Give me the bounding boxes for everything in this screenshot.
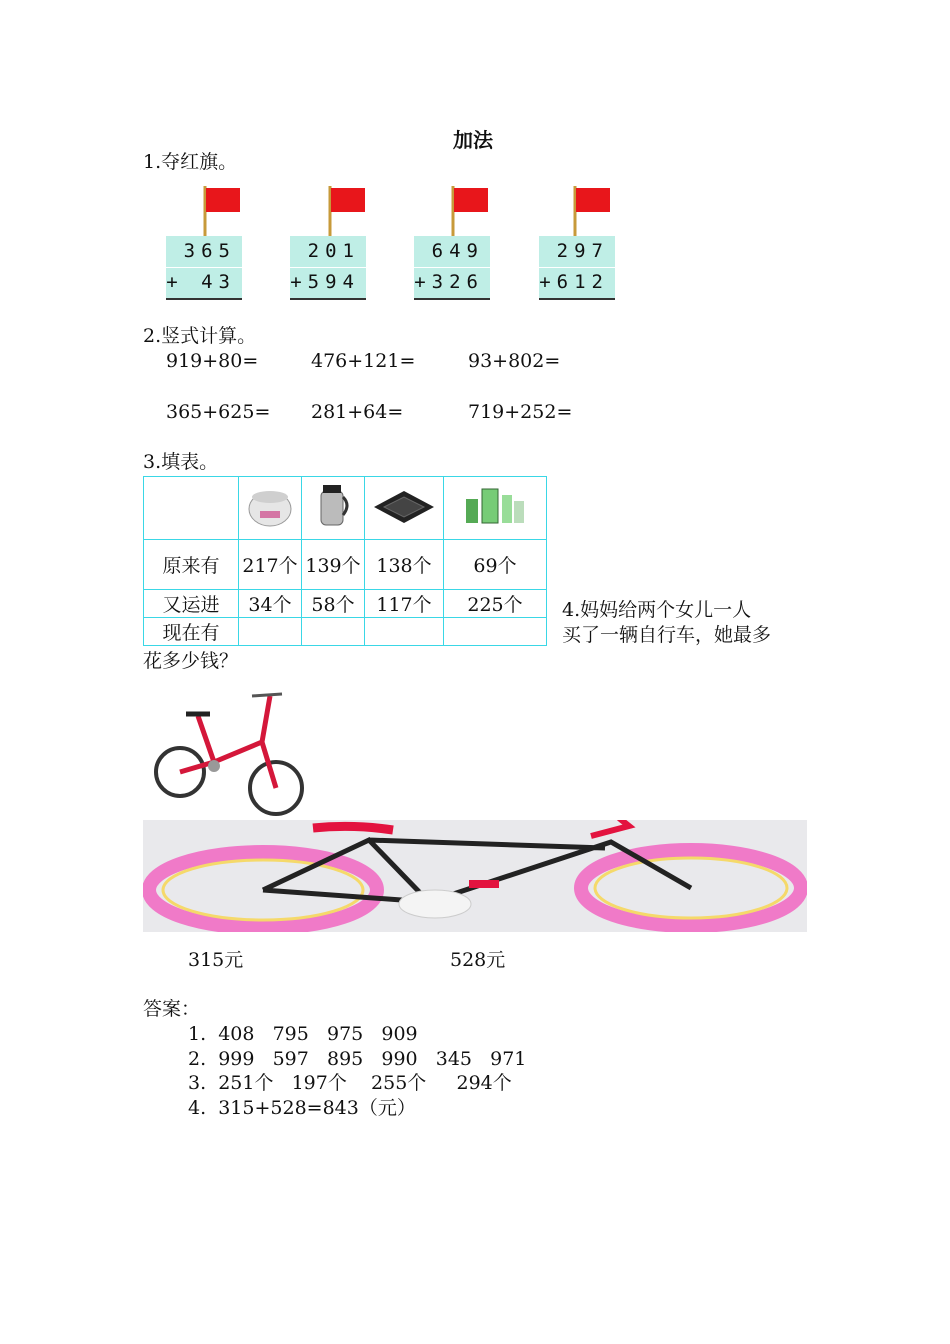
rice-cooker-icon [245, 483, 295, 529]
addition-card [539, 236, 615, 300]
corner-cell [144, 477, 239, 540]
equation: 281+64= [311, 401, 404, 423]
page-title: 加法 [453, 128, 493, 152]
price-label: 315元 [188, 949, 244, 971]
card-bottom: + 43 [166, 271, 236, 293]
equation: 476+121= [311, 350, 416, 372]
card-bottom: +612 [539, 271, 609, 293]
card-top: 201 [307, 240, 360, 262]
cell-value: 225个 [444, 590, 547, 618]
answer-line: 3. 251个 197个 255个 294个 [188, 1072, 512, 1094]
answer-line: 1. 408 795 975 909 [188, 1023, 418, 1045]
addition-card [414, 236, 490, 300]
addition-card [290, 236, 366, 300]
row-label: 又运进 [144, 590, 239, 618]
waffle-maker-icon [368, 483, 440, 529]
answer-line: 2. 999 597 895 990 345 971 [188, 1048, 527, 1070]
q2-heading: 2.竖式计算。 [143, 325, 257, 347]
row-label: 现在有 [144, 618, 239, 646]
cell-value: 34个 [239, 590, 302, 618]
cell-value: 138个 [365, 540, 444, 590]
answers-heading: 答案： [143, 998, 201, 1020]
rice-cooker-cell [239, 477, 302, 540]
equation: 365+625= [166, 401, 271, 423]
answer-cell[interactable] [239, 618, 302, 646]
juicer-cell [444, 477, 547, 540]
q3-heading: 3.填表。 [143, 451, 219, 473]
fixie-bike-image [143, 820, 807, 932]
cell-value: 69个 [444, 540, 547, 590]
card-bottom: +326 [414, 271, 484, 293]
q4-line1: 4.妈妈给两个女儿一人 [562, 599, 752, 621]
answer-cell[interactable] [444, 618, 547, 646]
card-top: 649 [431, 240, 484, 262]
q4-line2: 买了一辆自行车，她最多 [562, 624, 772, 646]
card-bottom: +594 [290, 271, 360, 293]
price-label: 528元 [450, 949, 506, 971]
juicer-icon [462, 483, 528, 529]
q1-heading: 1.夺红旗。 [143, 151, 238, 173]
kettle-icon [313, 481, 353, 531]
addition-card [166, 236, 242, 300]
folding-bike-image [152, 676, 310, 818]
equation: 93+802= [468, 350, 561, 372]
answer-line: 4. 315+528=843（元） [188, 1097, 416, 1119]
card-top: 365 [183, 240, 236, 262]
card-top: 297 [556, 240, 609, 262]
answer-cell[interactable] [302, 618, 365, 646]
equation: 919+80= [166, 350, 259, 372]
equation: 719+252= [468, 401, 573, 423]
cell-value: 217个 [239, 540, 302, 590]
waffle-maker-cell [365, 477, 444, 540]
cell-value: 58个 [302, 590, 365, 618]
cell-value: 117个 [365, 590, 444, 618]
fill-table [143, 476, 547, 646]
answer-cell[interactable] [365, 618, 444, 646]
row-label: 原来有 [144, 540, 239, 590]
kettle-cell [302, 477, 365, 540]
cell-value: 139个 [302, 540, 365, 590]
q4-line3: 花多少钱？ [143, 650, 239, 672]
